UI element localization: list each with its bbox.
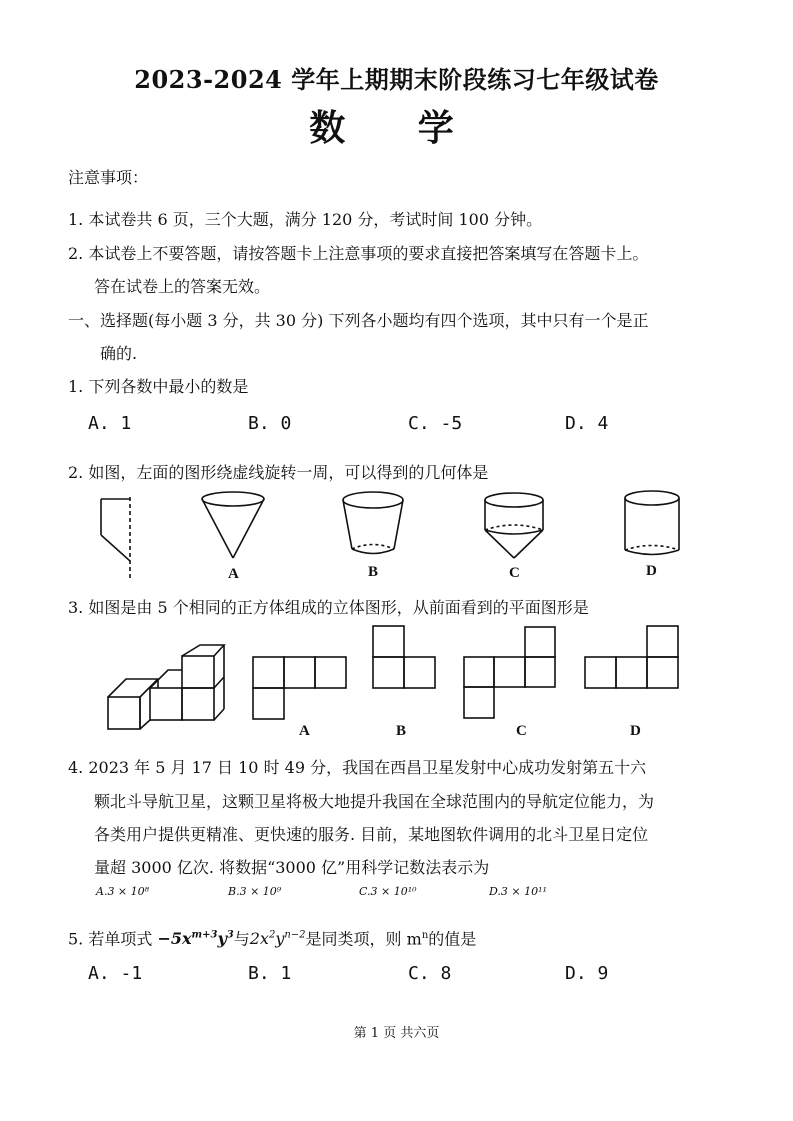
q3-label-a: A bbox=[299, 723, 310, 739]
q3-label-d: D bbox=[630, 723, 641, 739]
q3-option-a bbox=[253, 657, 346, 719]
page-footer: 第 1 页 共六页 bbox=[353, 1026, 440, 1041]
q5-suffix: 是同类项，则 m bbox=[305, 929, 422, 949]
note-item-2-cont: 答在试卷上的答案无效。 bbox=[94, 277, 271, 296]
q4-option-d: D.3 × 10¹¹ bbox=[489, 885, 547, 898]
q3-label-c: C bbox=[516, 723, 527, 739]
note-item-2: 2. 本试卷上不要答题，请按答题卡上注意事项的要求直接把答案填写在答题卡上。 bbox=[68, 244, 649, 263]
notes-heading: 注意事项： bbox=[68, 168, 149, 187]
question-5-stem: 5. 若单项式 $-5x^{m+3}y^3$与$2x^2y^{n-2}$是同类项，则 $m^n$的值是 bbox=[68, 929, 477, 949]
q2-label-d: D bbox=[646, 563, 657, 579]
q3-option-b bbox=[373, 626, 435, 688]
q5-mid: 与 bbox=[233, 929, 250, 949]
q3-solid-figure bbox=[108, 645, 224, 729]
section-heading-cont: 确的. bbox=[100, 344, 138, 363]
question-1-stem: 1. 下列各数中最小的数是 bbox=[68, 377, 249, 396]
q1-option-c: C. -5 bbox=[408, 413, 463, 434]
question-2-stem: 2. 如图，左面的图形绕虚线旋转一周，可以得到的几何体是 bbox=[68, 463, 489, 482]
note-item-1: 1. 本试卷共 6 页，三个大题，满分 120 分，考试时间 100 分钟。 bbox=[68, 210, 543, 229]
exam-title: 2023-2024 学年上期期末阶段练习七年级试卷 bbox=[134, 65, 659, 94]
q4-option-c: C.3 × 10¹⁰ bbox=[359, 885, 417, 898]
section-heading: 一、选择题(每小题 3 分，共 30 分) 下列各小题均有四个选项，其中只有一个是正 bbox=[68, 311, 649, 330]
subject-title: 数 学 bbox=[309, 107, 484, 149]
q5-option-b: B. 1 bbox=[248, 963, 292, 984]
q1-option-d: D. 4 bbox=[565, 413, 609, 434]
q1-option-a: A. 1 bbox=[88, 413, 132, 434]
question-4-line-3: 各类用户提供更精准、更快速的服务. 目前，某地图软件调用的北斗卫星日定位 bbox=[94, 825, 649, 844]
q5-prefix: 5. 若单项式 bbox=[68, 929, 153, 949]
q5-option-c: C. 8 bbox=[408, 963, 452, 984]
question-3-stem: 3. 如图是由 5 个相同的正方体组成的立体图形，从前面看到的平面图形是 bbox=[68, 598, 589, 617]
question-4-line-1: 4. 2023 年 5 月 17 日 10 时 49 分，我国在西昌卫星发射中心成功发射第五十六 bbox=[68, 758, 647, 777]
q4-option-a: A.3 × 10⁸ bbox=[96, 885, 150, 898]
q3-option-d bbox=[585, 626, 678, 688]
q4-option-b: B.3 × 10⁹ bbox=[228, 885, 282, 898]
q2-label-c: C bbox=[509, 565, 520, 581]
q3-label-b: B bbox=[396, 723, 407, 739]
question-4-line-4: 量超 3000 亿次. 将数据“3000 亿”用科学记数法表示为 bbox=[94, 858, 490, 877]
q5-term-1: $-5x^{m+3}y^3$ bbox=[157, 929, 234, 949]
q2-label-a: A bbox=[228, 566, 239, 582]
q5-option-d: D. 9 bbox=[565, 963, 609, 984]
q1-option-b: B. 0 bbox=[248, 413, 292, 434]
q3-option-c bbox=[464, 627, 555, 718]
q2-label-b: B bbox=[368, 564, 379, 580]
question-4-line-2: 颗北斗导航卫星，这颗卫星将极大地提升我国在全球范围内的导航定位能力，为 bbox=[94, 792, 655, 811]
q5-option-a: A. -1 bbox=[88, 963, 143, 984]
q5-term-2: $2x^2y^{n-2}$ bbox=[249, 929, 306, 949]
